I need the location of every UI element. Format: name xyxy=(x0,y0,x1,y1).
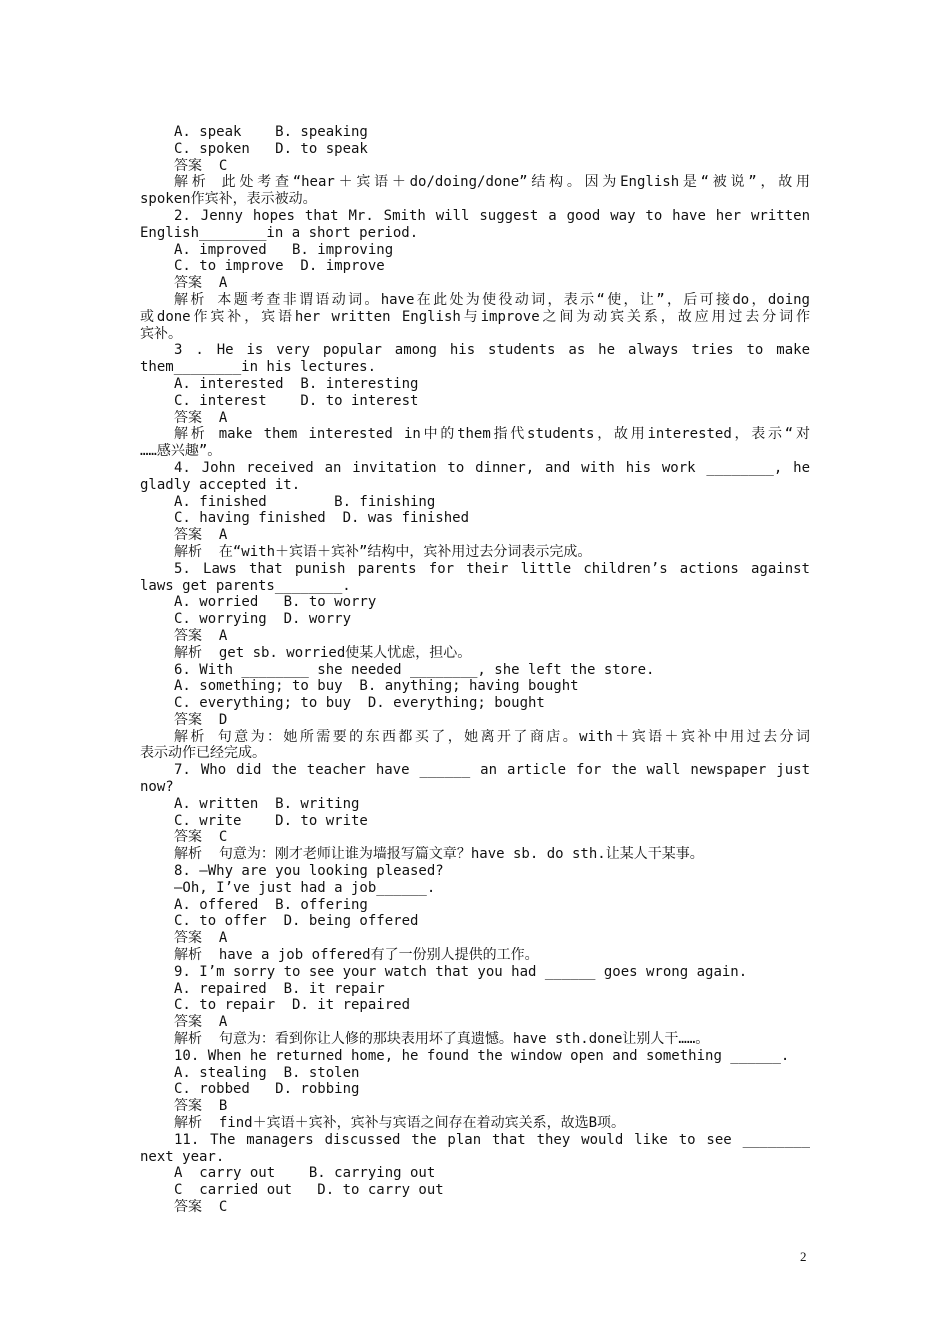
text-line: English________in a short period. xyxy=(140,224,419,241)
text-line: C carried out D. to carry out xyxy=(174,1182,444,1199)
text-line: 答案 A xyxy=(174,409,228,426)
text-line: laws get parents________. xyxy=(140,577,351,594)
text-line: A. interested B. interesting xyxy=(174,375,419,392)
text-line: 2. Jenny hopes that Mr. Smith will suggest a good way to have her written xyxy=(174,207,810,224)
text-line: A. offered B. offering xyxy=(174,896,368,913)
text-line: C. worrying D. worry xyxy=(174,611,352,628)
text-line: 解析 本题考查非谓语动词。have在此处为使役动词，表示“使，让”，后可接do，doing xyxy=(174,291,810,308)
text-line: A. finished B. finishing xyxy=(174,493,436,510)
text-line: 解析 have a job offered有了一份别人提供的工作。 xyxy=(174,947,539,964)
text-line: 答案 B xyxy=(174,1098,228,1115)
text-line: 3 . He is very popular among his students as he always tries to make xyxy=(174,342,810,359)
text-line: 6. With ________ she needed ________, she left the store. xyxy=(174,661,655,678)
text-line: 解析 句意为：她所需要的东西都买了，她离开了商店。with＋宾语＋宾补中用过去分词 xyxy=(174,728,810,745)
text-line: next year. xyxy=(140,1148,225,1165)
text-line: C. everything; to buy D. everything; bought xyxy=(174,695,545,712)
text-line: 宾补。 xyxy=(140,325,182,342)
text-line: 解析 此处考查“hear＋宾语＋do/doing/done”结构。因为English是“被说”，故用 xyxy=(174,174,810,191)
text-line: A. improved B. improving xyxy=(174,241,394,258)
text-line: —Oh, I’ve just had a job______. xyxy=(174,879,436,896)
text-line: C. having finished D. was finished xyxy=(174,510,470,527)
text-line: 答案 A xyxy=(174,1014,228,1031)
text-line: 11. The managers discussed the plan that they would like to see ________ xyxy=(174,1131,810,1148)
text-line: 解析 句意为：刚才老师让谁为墙报写篇文章？have sb. do sth.让某人干某事。 xyxy=(174,846,704,863)
text-line: 答案 A xyxy=(174,275,228,292)
text-line: 10. When he returned home, he found the window open and something ______. xyxy=(174,1047,790,1064)
page-body-text xyxy=(140,124,810,1216)
text-line: 解析 make them interested in中的them指代students，故用interested，表示“对 xyxy=(174,426,810,443)
text-line: C. robbed D. robbing xyxy=(174,1081,360,1098)
text-line: 答案 A xyxy=(174,930,228,947)
text-line: C. spoken D. to speak xyxy=(174,140,368,157)
text-line: A. stealing B. stolen xyxy=(174,1064,360,1081)
page-number: 2 xyxy=(800,1249,807,1264)
text-line: 解析 get sb. worried使某人忧虑，担心。 xyxy=(174,644,472,661)
text-line: C. to offer D. being offered xyxy=(174,913,419,930)
text-line: now? xyxy=(140,779,174,796)
text-line: C. write D. to write xyxy=(174,812,368,829)
text-line: 答案 D xyxy=(174,711,228,728)
text-line: C. to repair D. it repaired xyxy=(174,997,411,1014)
text-line: 4. John received an invitation to dinner, and with his work ________, he xyxy=(174,459,810,476)
text-line: 7. Who did the teacher have ______ an article for the wall newspaper just xyxy=(174,762,810,779)
text-line: A. something; to buy B. anything; having bought xyxy=(174,678,579,695)
text-line: A. written B. writing xyxy=(174,795,360,812)
text-line: gladly accepted it. xyxy=(140,476,301,493)
text-line: A carry out B. carrying out xyxy=(174,1165,436,1182)
text-line: 表示动作已经完成。 xyxy=(140,745,266,762)
text-line: 或done作宾补，宾语her written English与improve之间为动宾关系，故应用过去分词作 xyxy=(140,308,810,325)
text-line: 9. I’m sorry to see your watch that you had ______ goes wrong again. xyxy=(174,963,748,980)
text-line: 答案 C xyxy=(174,157,228,174)
text-line: C. interest D. to interest xyxy=(174,392,419,409)
text-line: 答案 C xyxy=(174,829,228,846)
text-line: spoken作宾补，表示被动。 xyxy=(140,191,317,208)
text-line: A. speak B. speaking xyxy=(174,124,368,140)
text-line: 解析 在“with＋宾语＋宾补”结构中，宾补用过去分词表示完成。 xyxy=(174,543,592,560)
text-line: 8. —Why are you looking pleased? xyxy=(174,863,444,880)
text-line: 答案 C xyxy=(174,1199,228,1215)
text-line: 解析 句意为：看到你让人修的那块表用坏了真遗憾。have sth.done让别人干……。 xyxy=(174,1031,710,1048)
text-line: A. worried B. to worry xyxy=(174,594,377,611)
text-line: 答案 A xyxy=(174,627,228,644)
text-line: ……感兴趣”。 xyxy=(140,443,222,460)
text-line: 答案 A xyxy=(174,527,228,544)
text-line: them________in his lectures. xyxy=(140,359,377,376)
text-line: 5. Laws that punish parents for their little children’s actions against xyxy=(174,560,810,577)
text-line: 解析 find＋宾语＋宾补，宾补与宾语之间存在着动宾关系，故选B项。 xyxy=(174,1115,625,1132)
text-line: C. to improve D. improve xyxy=(174,258,385,275)
text-line: A. repaired B. it repair xyxy=(174,980,385,997)
